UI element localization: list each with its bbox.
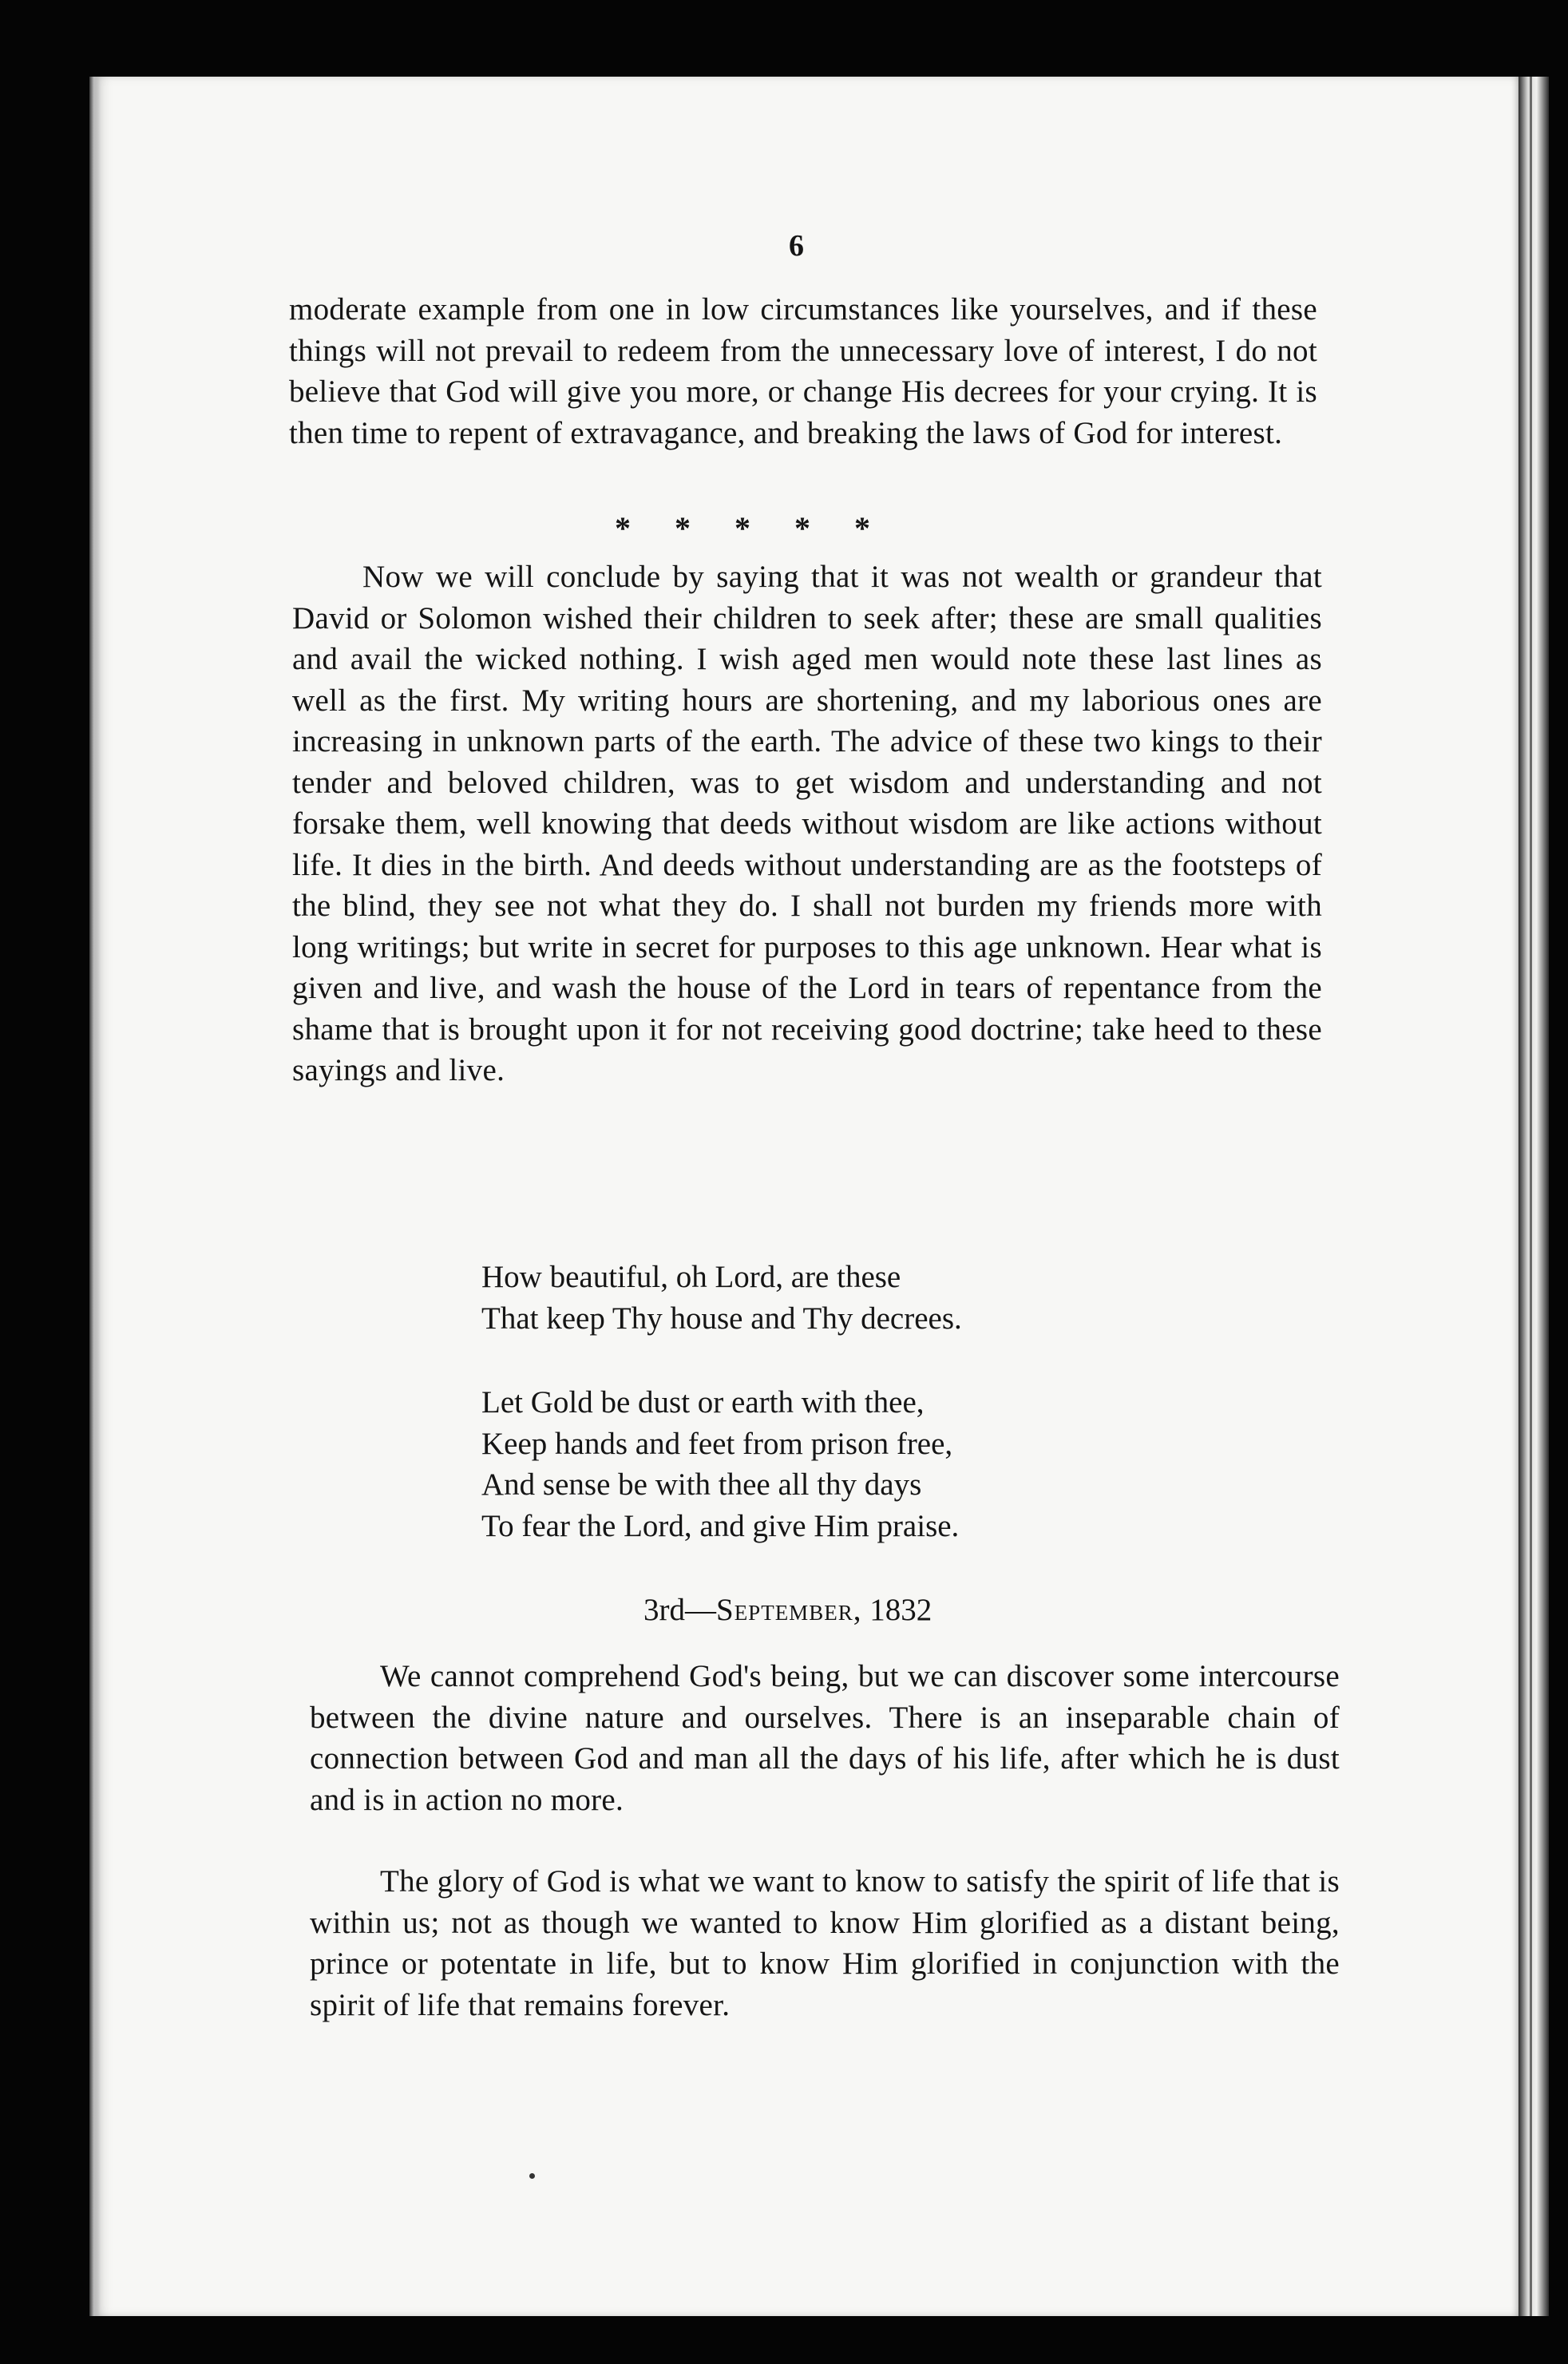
section-separator: *****: [615, 510, 914, 546]
paragraph-glory-of-god: [310, 1861, 1340, 2025]
poem-stanza-2: [481, 1382, 959, 1546]
paragraph-extravagance: [289, 289, 1317, 453]
ink-speck: [529, 2173, 535, 2179]
paragraph-text: We cannot comprehend God's being, but we can discover some intercourse between the divine nature and ourselves. There is an inseparable chain of connection between God and man all the days of his life, after which he is dust and is in action no more.: [310, 1659, 1340, 1817]
paragraph-conclusion: [292, 556, 1322, 1091]
page-gutter-shadow: [89, 77, 101, 2316]
heading-day: 3rd—: [643, 1593, 716, 1627]
poem-line: And sense be with thee all thy days: [481, 1467, 922, 1502]
poem-line: To fear the Lord, and give Him praise.: [481, 1508, 960, 1543]
poem-line: Keep hands and feet from prison free,: [481, 1426, 953, 1461]
adjacent-page-edge: [1519, 77, 1549, 2316]
paragraph-gods-being: [310, 1656, 1340, 1820]
page-number: 6: [789, 229, 804, 263]
poem-line: That keep Thy house and Thy decrees.: [481, 1301, 962, 1336]
poem-line: Let Gold be dust or earth with thee,: [481, 1385, 925, 1420]
section-heading-date: [643, 1592, 932, 1628]
poem-line: How beautiful, oh Lord, are these: [481, 1260, 901, 1294]
heading-year: 1832: [869, 1593, 932, 1627]
paragraph-text: moderate example from one in low circumstances like yourselves, and if these things will not prevail to redeem from the unnecessary love of interest, I do not believe that God will give you more, or change His decrees for your crying. It is then time to repent of extravagance, and breaking the laws of God for interest.: [289, 292, 1317, 450]
paragraph-text: Now we will conclude by saying that it was not wealth or grandeur that David or Solomon wished their children to seek after; these are small qualities and avail the wicked nothing. I wish aged men would note these last lines as well as the first. My writing hours are shortening, and my laborious ones are increasing in unknown parts of the earth. The advice of these two kings to their tender and beloved children, was to get wisdom and understanding and not forsake them, well knowing that deeds without wisdom are like actions without life. It dies in the birth. And deeds without understanding are as the footsteps of the blind, they see not what they do. I shall not burden my friends more with long writings; but write in secret for purposes to this age unknown. Hear what is given and live, and wash the house of the Lord in tears of repentance from the shame that is brought upon it for not receiving good doctrine; take heed to these sayings and live.: [292, 560, 1322, 1087]
paragraph-text: The glory of God is what we want to know to satisfy the spirit of life that is within us; not as though we wanted to know Him glorified as a distant being, prince or potentate in life, but to know Him glorified in conjunction with the spirit of life that remains forever.: [310, 1864, 1340, 2022]
heading-month: September,: [716, 1593, 862, 1627]
poem-stanza-1: [481, 1257, 962, 1339]
